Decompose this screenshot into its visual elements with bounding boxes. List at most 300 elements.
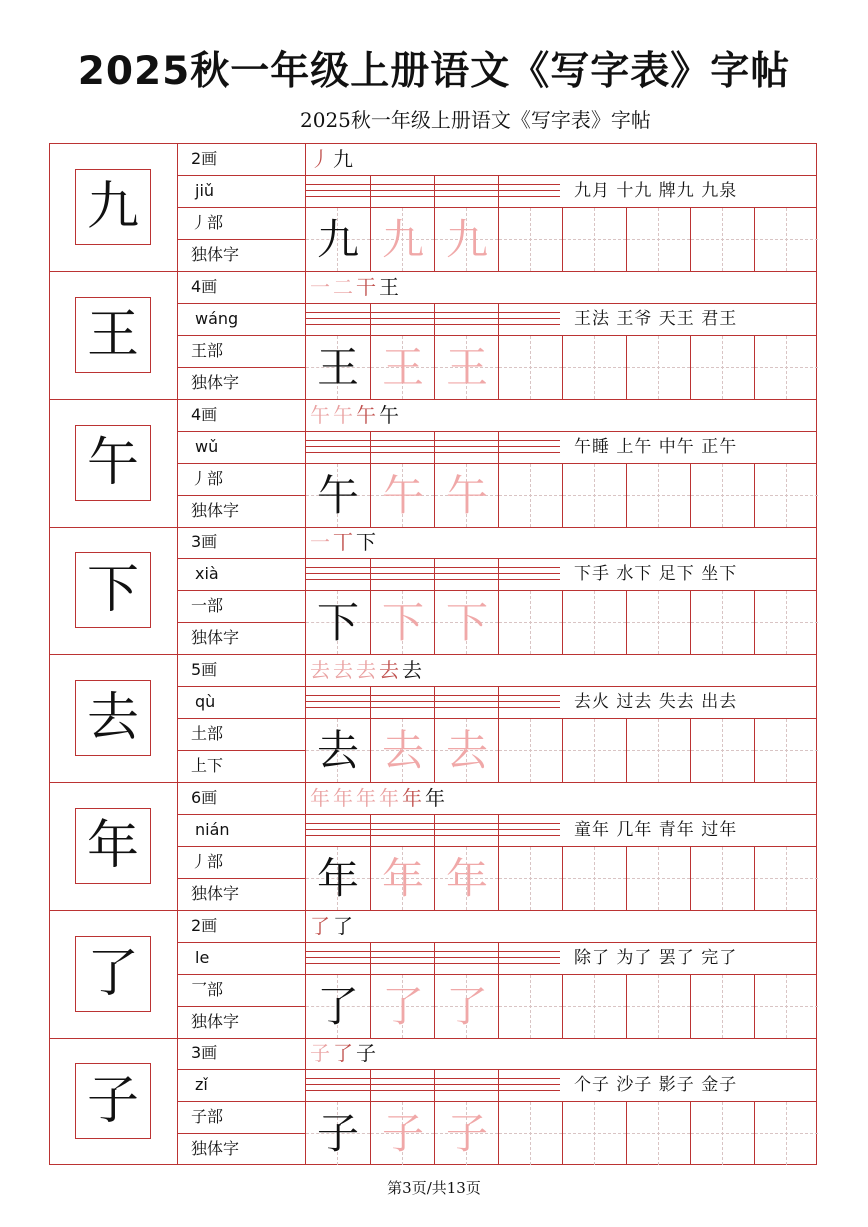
grid-cell[interactable] — [690, 208, 754, 271]
grid-cell[interactable] — [626, 208, 690, 271]
model-character: 年 — [75, 808, 151, 884]
grid-cell[interactable] — [370, 719, 434, 782]
grid-cell[interactable] — [434, 336, 498, 399]
grid-cell[interactable] — [562, 591, 626, 654]
grid-cell[interactable] — [626, 464, 690, 527]
model-character: 了 — [75, 936, 151, 1012]
grid-cell[interactable] — [498, 975, 562, 1038]
pinyin-cell-divider — [434, 815, 435, 846]
model-character: 午 — [75, 425, 151, 501]
grid-guide-vertical — [594, 847, 595, 910]
pinyin-cell-divider — [498, 176, 499, 207]
grid-cell[interactable] — [754, 336, 818, 399]
grid-guide-vertical — [786, 847, 787, 910]
grid-cell[interactable] — [370, 336, 434, 399]
grid-cell[interactable] — [626, 975, 690, 1038]
stroke-order-row — [306, 144, 816, 176]
stroke-step: 去 — [379, 658, 399, 682]
pinyin-lines-row — [306, 687, 816, 719]
pinyin-cell-divider — [370, 687, 371, 718]
stroke-step: 一 — [310, 274, 330, 299]
pinyin-guide-line — [306, 567, 560, 568]
writing-area — [306, 1038, 816, 1165]
pinyin-label: le — [178, 943, 305, 975]
grid-guide-vertical — [786, 464, 787, 527]
pinyin-guide-line — [306, 440, 560, 441]
grid-cell[interactable] — [754, 847, 818, 910]
grid-cell[interactable] — [434, 847, 498, 910]
grid-cell[interactable] — [370, 975, 434, 1038]
stroke-order-row — [306, 400, 816, 432]
grid-guide-vertical — [786, 1102, 787, 1165]
stroke-count-label: 3画 — [178, 527, 305, 559]
writing-grid — [306, 591, 816, 654]
writing-grid — [306, 208, 816, 271]
pinyin-label: wǔ — [178, 432, 305, 464]
grid-cell[interactable] — [690, 591, 754, 654]
grid-cell[interactable] — [306, 975, 370, 1038]
pinyin-guide-line — [306, 573, 560, 574]
stroke-step: 了 — [333, 1041, 353, 1066]
stroke-step: 年 — [402, 785, 422, 810]
trace-character: 去 — [445, 726, 488, 775]
pinyin-cell-divider — [498, 943, 499, 974]
grid-guide-vertical — [594, 591, 595, 654]
pinyin-guide-line — [306, 1084, 560, 1085]
grid-cell[interactable] — [754, 591, 818, 654]
pinyin-guide-line — [306, 707, 560, 708]
grid-cell[interactable] — [626, 847, 690, 910]
writing-area — [306, 911, 816, 1038]
word-examples: 童年 几年 青年 过年 — [574, 819, 738, 840]
stroke-count-label: 2画 — [178, 144, 305, 176]
writing-area — [306, 272, 816, 399]
info-column — [178, 527, 306, 654]
model-character: 王 — [75, 297, 151, 373]
grid-cell[interactable] — [434, 591, 498, 654]
stroke-step: 年 — [333, 785, 353, 810]
pinyin-label: qù — [178, 687, 305, 719]
grid-cell[interactable] — [626, 719, 690, 782]
grid-guide-vertical — [530, 719, 531, 782]
pinyin-lines-row — [306, 943, 816, 975]
writing-area — [306, 400, 816, 527]
word-examples: 王法 王爷 天王 君王 — [574, 308, 738, 329]
grid-cell[interactable] — [690, 975, 754, 1038]
grid-cell[interactable] — [754, 208, 818, 271]
word-examples: 个子 沙子 影子 金子 — [574, 1075, 738, 1096]
pinyin-guide-line — [306, 951, 560, 952]
pinyin-lines-row — [306, 815, 816, 847]
trace-character: 去 — [381, 726, 424, 775]
stroke-step: 了 — [333, 913, 353, 938]
stroke-step: 王 — [379, 274, 399, 299]
stroke-step: 年 — [310, 785, 330, 810]
stroke-step: 九 — [333, 147, 353, 171]
grid-guide-vertical — [786, 208, 787, 271]
pinyin-cell-divider — [434, 1070, 435, 1101]
pinyin-lines-row — [306, 432, 816, 464]
trace-character: 午 — [445, 470, 488, 520]
grid-cell[interactable] — [626, 336, 690, 399]
grid-cell[interactable] — [562, 464, 626, 527]
grid-cell[interactable] — [370, 464, 434, 527]
stroke-step: 丅 — [333, 530, 353, 555]
trace-character: 了 — [381, 981, 424, 1031]
pinyin-cell-divider — [370, 815, 371, 846]
grid-guide-vertical — [722, 208, 723, 271]
grid-cell[interactable] — [754, 719, 818, 782]
grid-cell[interactable] — [498, 464, 562, 527]
grid-cell[interactable] — [498, 1102, 562, 1165]
character-block — [50, 400, 816, 528]
grid-cell[interactable] — [690, 464, 754, 527]
stroke-count-label: 4画 — [178, 400, 305, 432]
stroke-order-row — [306, 783, 816, 815]
grid-cell[interactable] — [754, 1102, 818, 1165]
trace-character: 子 — [381, 1109, 424, 1159]
stroke-count-label: 2画 — [178, 911, 305, 943]
grid-cell[interactable] — [306, 208, 370, 271]
pinyin-cell-divider — [434, 176, 435, 207]
grid-cell[interactable] — [306, 847, 370, 910]
sample-character: 了 — [316, 981, 359, 1031]
radical-label: 一部 — [178, 591, 305, 623]
page-title: 2025秋一年级上册语文《写字表》字帖 — [77, 49, 791, 94]
structure-label: 独体字 — [191, 500, 240, 520]
grid-cell[interactable] — [434, 975, 498, 1038]
writing-grid — [306, 336, 816, 399]
trace-character: 年 — [445, 853, 488, 903]
info-column — [178, 911, 306, 1038]
structure-label: 独体字 — [191, 245, 240, 264]
pinyin-guide-line — [306, 312, 560, 313]
grid-guide-vertical — [530, 847, 531, 910]
stroke-step: 子 — [356, 1041, 376, 1066]
grid-guide-vertical — [786, 591, 787, 654]
pinyin-guide-line — [306, 829, 560, 830]
grid-cell[interactable] — [434, 1102, 498, 1165]
grid-cell[interactable] — [434, 719, 498, 782]
stroke-step: 子 — [310, 1041, 330, 1066]
stroke-step: 去 — [402, 658, 422, 682]
sample-character: 下 — [316, 598, 359, 648]
grid-cell[interactable] — [306, 336, 370, 399]
grid-guide-vertical — [658, 975, 659, 1038]
grid-cell[interactable] — [434, 208, 498, 271]
pinyin-cell-divider — [434, 943, 435, 974]
grid-cell[interactable] — [370, 591, 434, 654]
character-block — [50, 272, 816, 400]
stroke-count-label: 3画 — [178, 1038, 305, 1070]
writing-grid — [306, 975, 816, 1038]
grid-cell[interactable] — [370, 847, 434, 910]
character-block — [50, 655, 816, 783]
stroke-step: 干 — [356, 274, 376, 299]
trace-character: 了 — [445, 981, 488, 1031]
grid-guide-vertical — [594, 719, 595, 782]
writing-grid — [306, 847, 816, 910]
grid-guide-vertical — [786, 975, 787, 1038]
grid-cell[interactable] — [562, 1102, 626, 1165]
stroke-step: 去 — [356, 658, 376, 682]
radical-label: 乛部 — [178, 975, 305, 1007]
pinyin-guide-line — [306, 196, 560, 197]
pinyin-guide-line — [306, 823, 560, 824]
grid-cell[interactable] — [498, 208, 562, 271]
pinyin-label: zǐ — [178, 1070, 305, 1102]
writing-area — [306, 655, 816, 782]
practice-sheet — [49, 143, 817, 1165]
pinyin-guide-line — [306, 184, 560, 185]
pinyin-cell-divider — [370, 943, 371, 974]
word-examples: 下手 水下 足下 坐下 — [574, 564, 738, 585]
pinyin-guide-line — [306, 318, 560, 319]
grid-guide-vertical — [658, 336, 659, 399]
info-column — [178, 144, 306, 271]
grid-cell[interactable] — [562, 336, 626, 399]
grid-cell[interactable] — [690, 719, 754, 782]
grid-cell[interactable] — [306, 1102, 370, 1165]
grid-guide-vertical — [530, 208, 531, 271]
structure-label: 上下 — [191, 756, 224, 775]
trace-character: 九 — [381, 215, 424, 264]
info-column — [178, 655, 306, 782]
info-column — [178, 783, 306, 910]
grid-guide-vertical — [722, 719, 723, 782]
pinyin-guide-line — [306, 835, 560, 836]
stroke-step: 了 — [310, 913, 330, 938]
grid-guide-vertical — [722, 336, 723, 399]
grid-cell[interactable] — [306, 464, 370, 527]
sample-character: 九 — [316, 215, 359, 264]
pinyin-guide-line — [306, 446, 560, 447]
page-number: 第3页/共13页 — [387, 1179, 481, 1197]
stroke-step: 去 — [333, 658, 353, 682]
radical-label: 子部 — [178, 1102, 305, 1134]
character-cell — [50, 527, 178, 654]
trace-character: 王 — [381, 342, 424, 392]
pinyin-label: wáng — [178, 304, 305, 336]
grid-cell[interactable] — [370, 208, 434, 271]
pinyin-cell-divider — [434, 432, 435, 463]
stroke-order-row — [306, 911, 816, 943]
radical-label: 土部 — [178, 719, 305, 751]
pinyin-guide-line — [306, 1078, 560, 1079]
radical-label: 丿部 — [178, 464, 305, 496]
pinyin-cell-divider — [498, 1070, 499, 1101]
trace-character: 九 — [445, 215, 488, 264]
pinyin-guide-line — [306, 963, 560, 964]
grid-cell[interactable] — [562, 208, 626, 271]
grid-cell[interactable] — [306, 719, 370, 782]
grid-cell[interactable] — [498, 847, 562, 910]
pinyin-guide-line — [306, 701, 560, 702]
pinyin-cell-divider — [498, 687, 499, 718]
word-examples: 午睡 上午 中午 正午 — [574, 436, 738, 457]
character-block — [50, 144, 816, 272]
pinyin-lines-row — [306, 176, 816, 208]
model-character: 下 — [75, 552, 151, 628]
stroke-step: 年 — [379, 785, 399, 810]
stroke-step: 一 — [310, 530, 330, 555]
pinyin-cell-divider — [370, 304, 371, 335]
structure-label: 独体字 — [191, 628, 240, 648]
grid-guide-vertical — [722, 975, 723, 1038]
word-examples: 九月 十九 牌九 九泉 — [574, 181, 738, 201]
pinyin-cell-divider — [370, 176, 371, 207]
pinyin-cell-divider — [498, 304, 499, 335]
stroke-step: 年 — [356, 785, 376, 810]
model-character: 子 — [75, 1063, 151, 1139]
grid-cell[interactable] — [562, 975, 626, 1038]
word-examples: 除了 为了 罢了 完了 — [574, 947, 738, 968]
structure-label: 独体字 — [191, 1139, 240, 1159]
trace-character: 王 — [445, 342, 488, 392]
stroke-order-row — [306, 655, 816, 687]
character-cell — [50, 272, 178, 399]
character-cell — [50, 783, 178, 910]
grid-cell[interactable] — [498, 719, 562, 782]
grid-cell[interactable] — [626, 591, 690, 654]
pinyin-lines-row — [306, 559, 816, 591]
stroke-step: 丿 — [310, 147, 330, 171]
structure-label: 独体字 — [191, 372, 240, 392]
grid-guide-vertical — [530, 975, 531, 1038]
word-examples: 去火 过去 失去 出去 — [574, 692, 738, 712]
character-cell — [50, 655, 178, 782]
pinyin-guide-line — [306, 452, 560, 453]
grid-cell[interactable] — [562, 719, 626, 782]
grid-guide-vertical — [722, 1102, 723, 1165]
structure-label: 独体字 — [191, 1011, 240, 1031]
grid-cell[interactable] — [754, 464, 818, 527]
grid-guide-vertical — [594, 336, 595, 399]
character-cell — [50, 911, 178, 1038]
sample-character: 王 — [316, 342, 359, 392]
radical-label: 王部 — [178, 336, 305, 368]
character-block — [50, 527, 816, 655]
stroke-count-label: 4画 — [178, 272, 305, 304]
grid-guide-vertical — [658, 464, 659, 527]
pinyin-label: xià — [178, 559, 305, 591]
grid-cell[interactable] — [306, 591, 370, 654]
grid-cell[interactable] — [562, 847, 626, 910]
character-cell — [50, 144, 178, 271]
grid-cell[interactable] — [690, 1102, 754, 1165]
stroke-order-row — [306, 527, 816, 559]
sample-character: 年 — [316, 853, 359, 903]
pinyin-guide-line — [306, 957, 560, 958]
stroke-order-row — [306, 1038, 816, 1070]
stroke-step: 年 — [425, 785, 445, 810]
stroke-step: 午 — [310, 402, 330, 427]
sample-character: 去 — [316, 726, 359, 775]
grid-guide-vertical — [658, 591, 659, 654]
pinyin-label: jiǔ — [178, 176, 305, 208]
grid-guide-vertical — [722, 591, 723, 654]
pinyin-cell-divider — [370, 432, 371, 463]
pinyin-guide-line — [306, 695, 560, 696]
grid-guide-vertical — [658, 847, 659, 910]
grid-guide-vertical — [658, 1102, 659, 1165]
stroke-order-row — [306, 272, 816, 304]
stroke-count-label: 6画 — [178, 783, 305, 815]
pinyin-cell-divider — [370, 1070, 371, 1101]
trace-character: 下 — [445, 598, 488, 648]
character-cell — [50, 400, 178, 527]
grid-cell[interactable] — [690, 847, 754, 910]
pinyin-guide-line — [306, 190, 560, 191]
grid-guide-vertical — [722, 847, 723, 910]
pinyin-cell-divider — [498, 559, 499, 590]
trace-character: 下 — [381, 598, 424, 648]
stroke-step: 午 — [356, 402, 376, 427]
character-block — [50, 1038, 816, 1166]
grid-guide-vertical — [530, 336, 531, 399]
info-column — [178, 400, 306, 527]
sample-character: 午 — [316, 470, 359, 520]
grid-cell[interactable] — [690, 336, 754, 399]
grid-cell[interactable] — [498, 336, 562, 399]
grid-guide-vertical — [594, 1102, 595, 1165]
grid-cell[interactable] — [370, 1102, 434, 1165]
grid-guide-vertical — [786, 719, 787, 782]
model-character: 九 — [75, 169, 151, 245]
grid-cell[interactable] — [498, 591, 562, 654]
writing-area — [306, 527, 816, 654]
structure-label: 独体字 — [191, 883, 240, 903]
pinyin-cell-divider — [498, 432, 499, 463]
pinyin-cell-divider — [434, 559, 435, 590]
grid-guide-vertical — [594, 464, 595, 527]
model-character: 去 — [75, 680, 151, 756]
writing-grid — [306, 719, 816, 782]
stroke-step: 去 — [310, 658, 330, 682]
character-block — [50, 911, 816, 1039]
pinyin-lines-row — [306, 304, 816, 336]
trace-character: 年 — [381, 853, 424, 903]
trace-character: 子 — [445, 1109, 488, 1159]
stroke-step: 午 — [379, 402, 399, 427]
grid-guide-vertical — [594, 208, 595, 271]
character-cell — [50, 1038, 178, 1165]
grid-cell[interactable] — [434, 464, 498, 527]
pinyin-guide-line — [306, 1090, 560, 1091]
pinyin-cell-divider — [434, 687, 435, 718]
stroke-count-label: 5画 — [178, 655, 305, 687]
page-subtitle: 2025秋一年级上册语文《写字表》字帖 — [300, 108, 651, 132]
grid-guide-vertical — [658, 719, 659, 782]
grid-guide-vertical — [530, 591, 531, 654]
grid-guide-vertical — [658, 208, 659, 271]
writing-area — [306, 783, 816, 910]
grid-guide-vertical — [722, 464, 723, 527]
grid-cell[interactable] — [626, 1102, 690, 1165]
pinyin-label: nián — [178, 815, 305, 847]
stroke-step: 午 — [333, 402, 353, 427]
grid-guide-vertical — [594, 975, 595, 1038]
grid-guide-vertical — [786, 336, 787, 399]
stroke-step: 下 — [356, 530, 376, 555]
grid-cell[interactable] — [754, 975, 818, 1038]
radical-label: 丿部 — [178, 847, 305, 879]
pinyin-cell-divider — [434, 304, 435, 335]
info-column — [178, 1038, 306, 1165]
pinyin-cell-divider — [498, 815, 499, 846]
writing-grid — [306, 464, 816, 527]
radical-label: 丿部 — [178, 208, 305, 240]
